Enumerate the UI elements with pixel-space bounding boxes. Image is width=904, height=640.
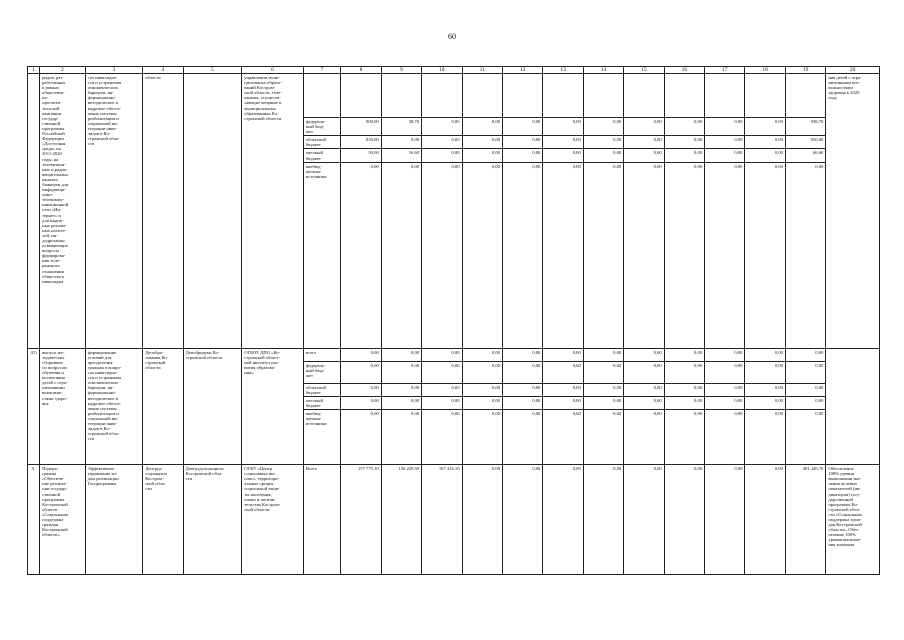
main-executor: Депгрудсоцзащиты Костромской обла- сти (183, 465, 242, 575)
participants: ОГБОУ ДПО «Ко- стромской област- ной институт раз- вития образова- ния» (242, 348, 304, 464)
expected-result: Обеспечение 100% уровня выполнения зна- чения целевых показателей (ин- дикаторов) госу- дарственной программы Ко- стромской обла- сти «Социальная поддержка граж- дан Костромской области». Обес- печение 100% уровня выполне- ния значения (826, 465, 880, 575)
amount-cell: 0,00 (624, 410, 664, 465)
empty-cell (341, 74, 381, 118)
amount-cell: 0,00 (422, 162, 462, 348)
amount-cell: 0,00 (422, 348, 462, 361)
amount-cell: 0,00 (502, 149, 542, 162)
funding-source: внебюд- жетные источники (303, 410, 340, 465)
amount-cell: 938,70 (785, 118, 825, 136)
event-goal: формирование условий для преодоления граждан в вопро- сах инвалидно- сти и устранения отношенческих барьеров, ин- формационно- методическое и кадровое обеспе- чение системы реабилитации и социальной ин- теграции инва- лидов в Ко- стромской обла- сти (85, 348, 143, 464)
main-executor (183, 74, 242, 349)
amount-cell: 0,00 (583, 136, 623, 149)
event-name: ридов, раз- работанных в рамках обществен- но- просвети- тельской кампании государ- ственной программы Российской Федерации «Доступная среда» на 2011-2020 годы, на телевизион- ных и радио- вещательных каналах, баннеров для информаци- онно- телекомму- никационной сети «Ин- тернет» и для наруж- ных реклам- ных носите- лей, ин- додрозанон освещающих вопросы формирова- ния толе- рантного отношения общества к инвалидам (40, 74, 85, 349)
empty-cell (745, 74, 785, 118)
amount-cell: 0,00 (502, 361, 542, 383)
amount-cell: 0,00 (543, 348, 583, 361)
table-row (28, 465, 880, 575)
table-row (28, 74, 880, 118)
amount-cell: 0,00 (462, 396, 502, 409)
amount-cell: 0,00 (664, 361, 704, 383)
amount-cell: 0,00 (745, 361, 785, 383)
funding-source: местный бюджет (303, 149, 340, 162)
expected-result: ния детей с огра- ниченными воз- можностями здоровья к 2020 году (826, 74, 880, 349)
amount-cell: 0,00 (664, 396, 704, 409)
header-cell: 8 (341, 67, 381, 74)
amount-cell: 0,00 (785, 383, 825, 396)
amount-cell: 0,00 (624, 118, 664, 136)
amount-cell: 0,00 (785, 348, 825, 361)
amount-cell: 0,00 (664, 118, 704, 136)
amount-cell: 0,00 (502, 348, 542, 361)
responsible-executor: Депгруд- соцзащиты Костром- ской обла- сти (143, 465, 183, 575)
event-name: выпуск ме- тодических сборников по вопросам обучения и воспитания детей с огра- ниченными возможно- стями здоро- вья (40, 348, 85, 464)
amount-cell: 0,00 (664, 465, 704, 575)
funding-source: федераль- ный бюд- жет (303, 361, 340, 383)
amount-cell: 0,00 (624, 136, 664, 149)
amount-cell: 0,00 (462, 118, 502, 136)
amount-cell: 0,00 (381, 136, 421, 149)
amount-cell: 0,00 (502, 396, 542, 409)
header-cell: 3 (85, 67, 143, 74)
amount-cell: 0,00 (502, 465, 542, 575)
amount-cell: 0,00 (745, 162, 785, 348)
amount-cell: 0,00 (462, 162, 502, 348)
amount-cell: 0,00 (583, 162, 623, 348)
amount-cell: 50,00 (341, 149, 381, 162)
amount-cell: 0,00 (381, 162, 421, 348)
table-row (28, 348, 880, 361)
amount-cell: 157 775,10 (341, 465, 381, 575)
amount-cell: 0,00 (341, 396, 381, 409)
amount-cell: 0,00 (341, 361, 381, 383)
amount-cell: 0,00 (624, 361, 664, 383)
empty-cell (664, 74, 704, 118)
amount-cell: 0,00 (705, 149, 745, 162)
amount-cell: 0,00 (543, 361, 583, 383)
amount-cell: 0,00 (583, 149, 623, 162)
header-cell: 4 (143, 67, 183, 74)
amount-cell: 0,00 (502, 162, 542, 348)
amount-cell: 0,00 (543, 383, 583, 396)
amount-cell: 0,00 (502, 118, 542, 136)
amount-cell: 0,00 (705, 136, 745, 149)
amount-cell: 0,00 (624, 162, 664, 348)
amount-cell: 0,00 (543, 162, 583, 348)
amount-cell: 0,00 (422, 149, 462, 162)
empty-cell (624, 74, 664, 118)
amount-cell: 900,00 (341, 118, 381, 136)
amount-cell: 0,00 (745, 396, 785, 409)
amount-cell: 0,00 (705, 465, 745, 575)
event-name: Подпро- грамма «Обеспече- ние реализа- ции государ- ственной программы Костромской области «Социальная поддержка граждан Костромской области» (40, 465, 85, 575)
amount-cell: 0,00 (664, 136, 704, 149)
amount-cell: 16,60 (381, 149, 421, 162)
header-cell: 18 (745, 67, 785, 74)
header-cell: 16 (664, 67, 704, 74)
amount-cell: 0,00 (583, 348, 623, 361)
item-number (28, 74, 40, 349)
header-cell: 6 (242, 67, 304, 74)
amount-cell: 850,00 (785, 136, 825, 149)
event-goal: Эффективное управление хо- дом реализации Госпрограммы (85, 465, 143, 575)
empty-cell (543, 74, 583, 118)
amount-cell: 0,00 (462, 361, 502, 383)
amount-cell: 0,00 (745, 136, 785, 149)
participants: ОГКУ «Центр социальных вы- плат», территори- альные органы социальной защи- ты населения, опеки и попечи- тельства Костром- ской области (242, 465, 304, 575)
funding-source: местный бюджет (303, 396, 340, 409)
header-cell: 1 (28, 67, 40, 74)
header-cell: 17 (705, 67, 745, 74)
amount-cell: 0,00 (664, 149, 704, 162)
amount-cell: 0,00 (381, 361, 421, 383)
amount-cell: 0,00 (664, 383, 704, 396)
amount-cell: 0,00 (745, 410, 785, 465)
amount-cell: 0,00 (462, 465, 502, 575)
amount-cell: 0,00 (381, 383, 421, 396)
amount-cell: 156 229,50 (381, 465, 421, 575)
amount-cell: 0,00 (462, 383, 502, 396)
amount-cell: 0,00 (422, 410, 462, 465)
header-cell: 5 (183, 67, 242, 74)
amount-cell: 0,00 (341, 348, 381, 361)
amount-cell: 0,00 (624, 465, 664, 575)
amount-cell: 0,00 (705, 383, 745, 396)
funding-source: внебюд- жетные источники (303, 162, 340, 348)
participants: управлении муни- ципальных образо- ваний Костром- ской области, теле- каналы, осуществ- ляющие вещание в муниципальных образованиях Ко- стромской области (242, 74, 304, 349)
amount-cell: 0,00 (785, 162, 825, 348)
expected-result (826, 348, 880, 464)
header-cell: 12 (502, 67, 542, 74)
header-cell: 7 (303, 67, 340, 74)
amount-cell: 0,00 (462, 136, 502, 149)
header-cell: 20 (826, 67, 880, 74)
header-cell: 2 (40, 67, 85, 74)
amount-cell: 0,00 (583, 396, 623, 409)
amount-cell: 0,00 (624, 348, 664, 361)
amount-cell: 850,00 (341, 136, 381, 149)
header-cell: 14 (583, 67, 623, 74)
main-executor: Депобрнауки Ко- стромской области (183, 348, 242, 464)
empty-cell (422, 74, 462, 118)
responsible-executor: области (143, 74, 183, 349)
funding-source: Всего (303, 465, 340, 575)
funding-source: федераль- ный бюд- жет (303, 118, 340, 136)
amount-cell: 0,00 (785, 361, 825, 383)
amount-cell: 0,00 (745, 149, 785, 162)
amount-cell: 0,00 (705, 162, 745, 348)
responsible-executor: Депобра- зования Ко- стромской области (143, 348, 183, 464)
amount-cell: 0,00 (664, 410, 704, 465)
amount-cell: 0,00 (502, 136, 542, 149)
amount-cell: 481 420,70 (785, 465, 825, 575)
header-cell: 19 (785, 67, 825, 74)
empty-cell (462, 74, 502, 118)
header-cell: 9 (381, 67, 421, 74)
header-cell: 13 (543, 67, 583, 74)
amount-cell: 0,00 (664, 162, 704, 348)
amount-cell: 0,00 (705, 410, 745, 465)
header-row (28, 67, 880, 74)
amount-cell: 0,00 (705, 348, 745, 361)
amount-cell: 0,00 (543, 118, 583, 136)
funding-source: областной бюджет (303, 136, 340, 149)
amount-cell: 0,00 (624, 383, 664, 396)
amount-cell: 0,00 (543, 136, 583, 149)
amount-cell: 0,00 (462, 410, 502, 465)
amount-cell: 0,00 (785, 396, 825, 409)
amount-cell: 0,00 (381, 348, 421, 361)
amount-cell: 0,00 (583, 118, 623, 136)
amount-cell: 0,00 (664, 348, 704, 361)
amount-cell: 0,00 (745, 118, 785, 136)
header-cell: 11 (462, 67, 502, 74)
empty-cell (303, 74, 340, 118)
amount-cell: 0,00 (502, 383, 542, 396)
amount-cell: 0,00 (543, 396, 583, 409)
amount-cell: 0,00 (422, 396, 462, 409)
empty-cell (381, 74, 421, 118)
amount-cell: 0,00 (583, 465, 623, 575)
amount-cell: 0,00 (341, 383, 381, 396)
funding-source: всего (303, 348, 340, 361)
header-cell: 15 (624, 67, 664, 74)
amount-cell: 0,00 (543, 465, 583, 575)
page-number: 60 (448, 32, 456, 41)
item-number: 41) (28, 348, 40, 464)
amount-cell: 0,00 (543, 149, 583, 162)
amount-cell: 0,00 (502, 410, 542, 465)
empty-cell (583, 74, 623, 118)
funding-source: областной бюджет (303, 383, 340, 396)
program-table (27, 66, 880, 575)
amount-cell: 0,00 (381, 410, 421, 465)
empty-cell (502, 74, 542, 118)
amount-cell: 0,00 (381, 396, 421, 409)
empty-cell (705, 74, 745, 118)
amount-cell: 0,00 (341, 162, 381, 348)
amount-cell: 0,00 (705, 361, 745, 383)
amount-cell: 0,00 (422, 383, 462, 396)
amount-cell: 66,60 (785, 149, 825, 162)
item-number: 5. (28, 465, 40, 575)
amount-cell: 0,00 (745, 348, 785, 361)
amount-cell: 0,00 (745, 383, 785, 396)
amount-cell: 0,00 (705, 396, 745, 409)
amount-cell: 38,70 (381, 118, 421, 136)
amount-cell: 0,00 (341, 410, 381, 465)
amount-cell: 0,00 (583, 383, 623, 396)
amount-cell: 167 416,10 (422, 465, 462, 575)
amount-cell: 0,00 (462, 348, 502, 361)
amount-cell: 0,00 (624, 149, 664, 162)
amount-cell: 0,00 (705, 118, 745, 136)
amount-cell: 0,00 (583, 410, 623, 465)
event-goal: сах инвалидно- сти и устранения отношенческих барьеров, ин- формационно- методическое и кадровое обеспе- чение системы реабилитации и социальной ин- теграции инва- лидов в Ко- стромской обла- сти (85, 74, 143, 349)
amount-cell: 0,00 (624, 396, 664, 409)
amount-cell: 0,00 (422, 136, 462, 149)
header-cell: 10 (422, 67, 462, 74)
empty-cell (785, 74, 825, 118)
amount-cell: 0,00 (422, 118, 462, 136)
amount-cell: 0,00 (785, 410, 825, 465)
amount-cell: 0,00 (422, 361, 462, 383)
amount-cell: 0,00 (543, 410, 583, 465)
amount-cell: 0,00 (462, 149, 502, 162)
amount-cell: 0,00 (745, 465, 785, 575)
amount-cell: 0,00 (583, 361, 623, 383)
